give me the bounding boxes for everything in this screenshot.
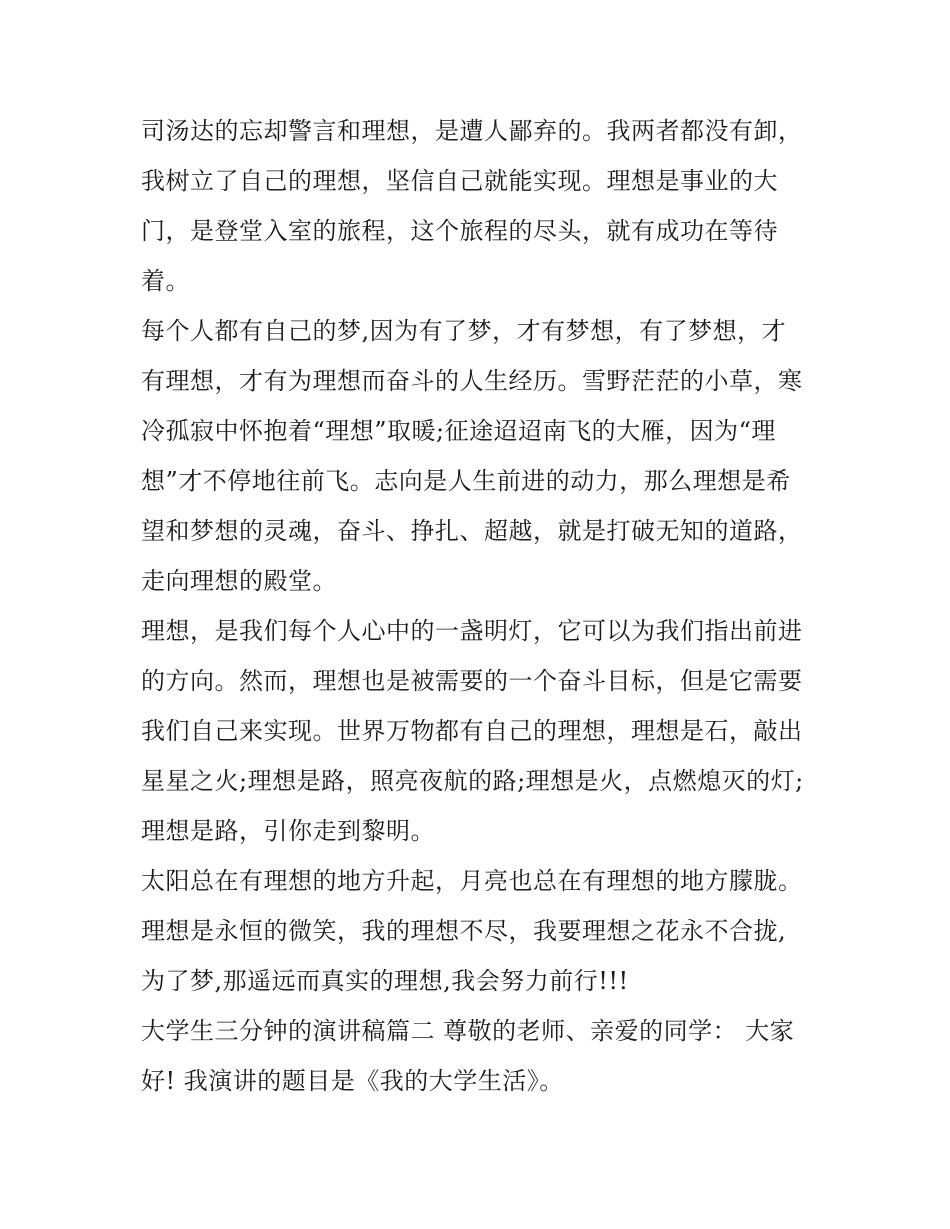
- text-line: 星星之火;理想是路，照亮夜航的路;理想是火，点燃熄灭的灯;: [141, 767, 804, 795]
- text-line: 理想是路，引你走到黎明。: [141, 817, 435, 845]
- text-line: 理想，是我们每个人心中的一盏明灯，它可以为我们指出前进: [141, 617, 803, 645]
- text-line: 着。: [141, 267, 190, 295]
- text-line: 想”才不停地往前飞。志向是人生前进的动力，那么理想是希: [141, 467, 791, 495]
- text-line: 我树立了自己的理想，坚信自己就能实现。理想是事业的大: [141, 167, 778, 195]
- text-line: 走向理想的殿堂。: [141, 567, 337, 595]
- document-body: [141, 106, 821, 1106]
- text-line: 有理想，才有为理想而奋斗的人生经历。雪野茫茫的小草，寒: [141, 367, 803, 395]
- text-line: 的方向。然而，理想也是被需要的一个奋斗目标，但是它需要: [141, 667, 803, 695]
- text-line: 理想是永恒的微笑，我的理想不尽，我要理想之花永不合拢,: [141, 917, 787, 945]
- text-line: 为了梦,那遥远而真实的理想,我会努力前行!!!: [141, 967, 629, 995]
- text-line: 每个人都有自己的梦,因为有了梦，才有梦想，有了梦想，才: [141, 317, 787, 345]
- text-line: 门，是登堂入室的旅程，这个旅程的尽头，就有成功在等待: [141, 217, 778, 245]
- text-line: 太阳总在有理想的地方升起，月亮也总在有理想的地方朦胧。: [141, 867, 803, 895]
- text-line: 冷孤寂中怀抱着“理想”取暖;征途迢迢南飞的大雁，因为“理: [141, 417, 776, 445]
- text-line: 好! 我演讲的题目是《我的大学生活》。: [141, 1067, 564, 1095]
- text-line: 大学生三分钟的演讲稿篇二 尊敬的老师、亲爱的同学： 大家: [141, 1017, 795, 1045]
- text-line: 望和梦想的灵魂，奋斗、挣扎、超越，就是打破无知的道路，: [141, 517, 803, 545]
- text-line: 司汤达的忘却警言和理想，是遭人鄙弃的。我两者都没有卸，: [141, 117, 803, 145]
- text-line: 我们自己来实现。世界万物都有自己的理想，理想是石，敲出: [141, 717, 803, 745]
